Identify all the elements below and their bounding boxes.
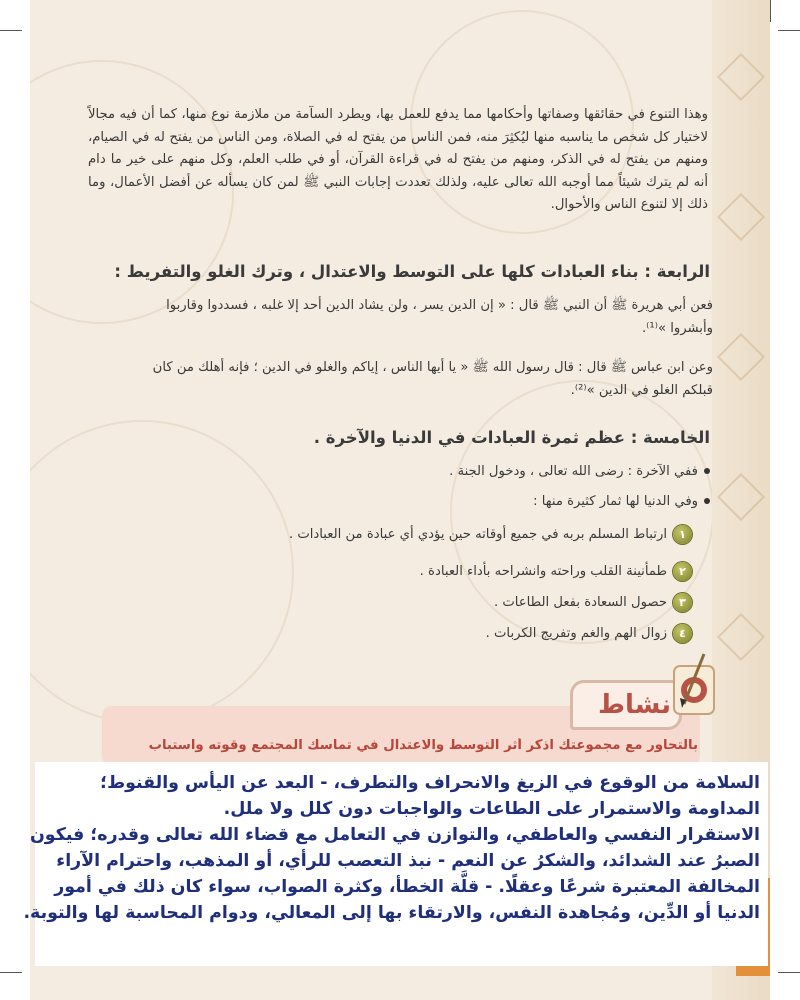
number-badge-icon: ٢ bbox=[673, 562, 692, 581]
hadith-line: وعن ابن عباس ﷺ قال : قال رسول الله ﷺ « يا أيها الناس ، إياكم والغلو في الدين ؛ فإنه أهلك من كان bbox=[152, 360, 713, 375]
fruit-item bbox=[486, 624, 692, 643]
answer-line: المخالفة المعتبرة شرعًا وعقلًا. - قلَّة الخطأ، وكثرة الصواب، سواء كان ذلك في أمور bbox=[54, 877, 760, 897]
bullet-dot-icon bbox=[704, 498, 710, 504]
diamond-ornament-icon bbox=[717, 333, 765, 381]
diamond-ornament-icon bbox=[717, 473, 765, 521]
hadith-ibn-abbas bbox=[88, 356, 713, 402]
bullet-dot-icon bbox=[704, 468, 710, 474]
answer-line: السلامة من الوقوع في الزيغ والانحراف والتطرف، - البعد عن اليأس والقنوط؛ bbox=[100, 773, 760, 793]
answer-line: الصبرُ عند الشدائد، والشكرُ عن النعم - نبذ التعصب للرأي، أو المذهب، واحترام الآراء bbox=[56, 851, 760, 871]
diamond-ornament-icon bbox=[717, 613, 765, 661]
diamond-ornament-icon bbox=[717, 53, 765, 101]
number-badge-icon: ٤ bbox=[673, 624, 692, 643]
activity-title: نشاط bbox=[598, 690, 671, 720]
fruit-item bbox=[289, 525, 692, 544]
hadith-line: فعن أبي هريرة ﷺ أن النبي ﷺ قال : « إن الدين يسر ، ولن يشاد الدين أحد إلا غلبه ، فسددوا وقاربوا bbox=[166, 298, 713, 313]
fruit-text: حصول السعادة بفعل الطاعات . bbox=[493, 595, 667, 610]
bullet-item: وفي الدنيا لها ثمار كثيرة منها : bbox=[533, 494, 710, 509]
pen-icon bbox=[664, 648, 720, 722]
intro-paragraph: وهذا التنوع في حقائقها وصفاتها وأحكامها مما يدفع للعمل بها، ويطرد السآمة من ملازمة نوع منها، كما أن فيه مجالاً لاختيار كل شخص ما يناسبه منها ليُكثِرَ منه، فمن الناس من يفتح له في الصلاة، ومن الناس من يفتح له في الصيام، ومنهم من يفتح له في الذكر، ومنهم من يفتح له في قراءة القرآن، أو في طلب العلم، وكل منهم على خير ما دام أنه لم يترك شيئاً مما أوجبه الله تعالى عليه، ولذلك تعددت إجابات النبي ﷺ لمن كان يسأله عن أفضل الأعمال، وما ذلك إلا لتنوع الناس والأحوال. bbox=[88, 107, 708, 212]
crop-mark bbox=[770, 0, 771, 22]
crop-mark bbox=[778, 972, 800, 973]
fruit-text: ارتباط المسلم بربه في جميع أوقاته حين يؤدي أي عبادة من العبادات . bbox=[288, 527, 667, 542]
fruit-item bbox=[420, 562, 692, 581]
heading-fourth: الرابعة : بناء العبادات كلها على التوسط والاعتدال ، وترك الغلو والتفريط : bbox=[114, 262, 710, 281]
hadith-abu-hurairah bbox=[88, 294, 713, 340]
number-badge-icon: ١ bbox=[673, 525, 692, 544]
activity-instruction: بالتحاور مع مجموعتك اذكر أثر التوسط والاعتدال في تماسك المجتمع وقوته واستباب bbox=[148, 738, 698, 753]
fruit-text: زوال الهم والغم وتفريج الكربات . bbox=[485, 626, 667, 641]
background-ornament bbox=[30, 420, 294, 724]
fruit-text: طمأنينة القلب وراحته وانشراحه بأداء العبادة . bbox=[419, 564, 667, 579]
hadith-line: وأبشروا »⁽¹⁾. bbox=[641, 321, 713, 336]
crop-mark bbox=[778, 30, 800, 31]
hadith-line: قبلكم الغلو في الدين »⁽²⁾. bbox=[570, 383, 713, 398]
bullet-item: ففي الآخرة : رضى الله تعالى ، ودخول الجنة . bbox=[449, 464, 710, 479]
answer-line: الاستقرار النفسي والعاطفي، والتوازن في التعامل مع قضاء الله تعالى وقدره؛ فيكون bbox=[29, 825, 760, 845]
number-badge-icon: ٣ bbox=[673, 593, 692, 612]
answer-line: الدنيا أو الدِّين، ومُجاهدة النفس، والارتقاء بها إلى المعالي، ودوام المحاسبة لها والتوبة. bbox=[23, 903, 760, 923]
diamond-ornament-icon bbox=[717, 193, 765, 241]
crop-mark bbox=[0, 972, 22, 973]
answer-overlay bbox=[23, 762, 768, 966]
crop-mark bbox=[0, 30, 22, 31]
heading-fifth: الخامسة : عظم ثمرة العبادات في الدنيا والآخرة . bbox=[313, 428, 710, 447]
fruit-item bbox=[494, 593, 692, 612]
answer-line: المداومة والاستمرار على الطاعات والواجبات دون كلل ولا ملل. bbox=[223, 799, 760, 819]
